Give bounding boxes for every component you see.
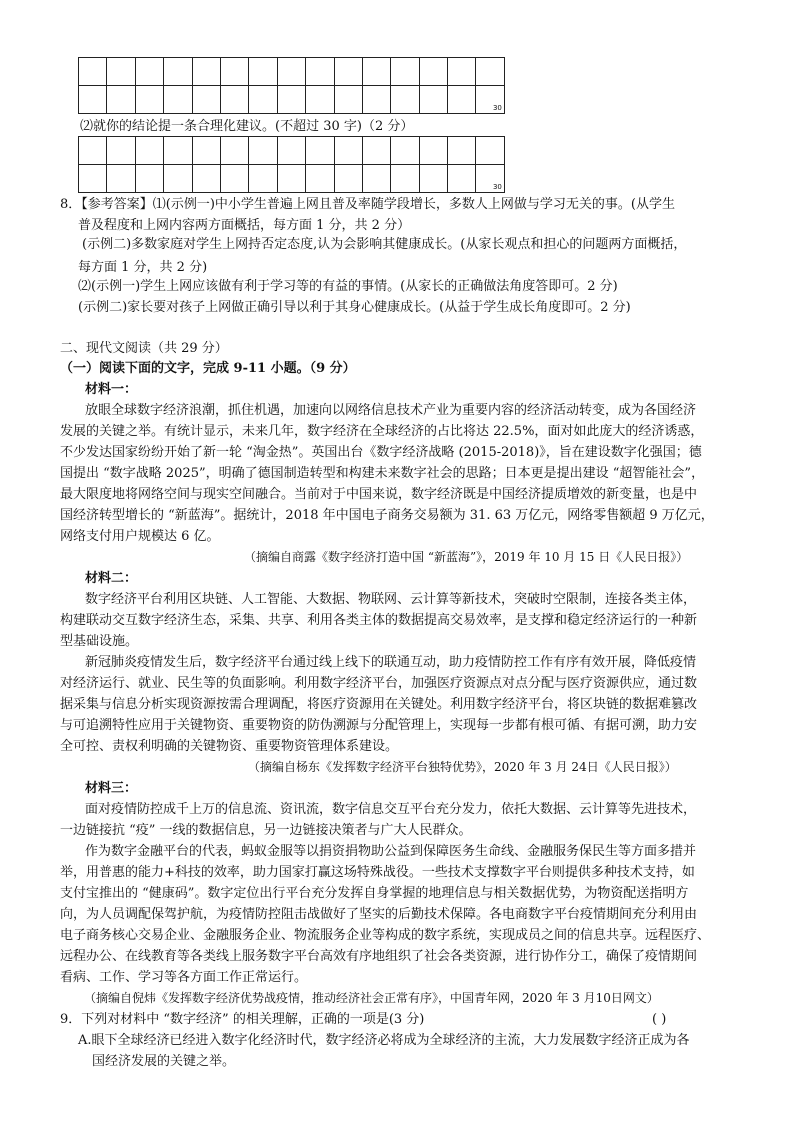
question-7-2-prompt: ⑵就你的结论提一条合理化建议。(不超过 30 字)（2 分） xyxy=(80,119,414,134)
grid-cell xyxy=(362,137,390,165)
question-9-option-a-line-1: A.眼下全球经济已经进入数字化经济时代，数字经济必将成为全球经济的主流，大力发展数字经济正成为各 xyxy=(78,1033,690,1048)
material-1-line-2: 发展的关键之举。有统计显示，未来几年，数字经济在全球经济的占比将达 22.5%，面对如此庞大的经济诱惑， xyxy=(60,424,704,439)
grid-cell xyxy=(249,86,277,114)
answer-8-line-5: ⑵(示例一)学生上网应该做有利于学习等的有益的事情。(从家长的正确做法角度答即可。2 分) xyxy=(78,279,618,294)
grid-cell xyxy=(135,86,163,114)
grid-cell xyxy=(306,165,334,193)
grid-cell xyxy=(164,165,192,193)
material-3-line-5: 支付宝推出的 “健康码”。数字定位出行平台充分发挥自身掌握的地理信息与相关数据优势，为物资配送指明方 xyxy=(60,886,689,901)
grid-cell xyxy=(334,86,362,114)
material-2-line-7: 与可追溯特性应用于关键物资、重要物资的防伪溯源与分配管理上，实现每一步都有根可循、有据可溯，助力安 xyxy=(60,718,698,733)
grid-cell xyxy=(277,165,305,193)
material-2-line-6: 据采集与信息分析实现资源按需合理调配，将医疗资源用在关键处。利用数字经济平台，将区块链的数据难篡改 xyxy=(60,697,698,712)
grid-cell xyxy=(391,165,419,193)
grid-cell xyxy=(249,137,277,165)
grid-cell xyxy=(419,137,447,165)
material-3-line-4: 举，用普惠的能力+科技的效率，助力国家打赢这场特殊战役。一些技术支撑数字平台则提供多种技术支持，如 xyxy=(60,865,695,880)
material-2-label: 材料二： xyxy=(85,571,138,586)
grid-cell xyxy=(306,137,334,165)
grid-cell xyxy=(192,86,220,114)
section-2-title: 二、现代文阅读（共 29 分） xyxy=(60,341,228,356)
grid-cell xyxy=(79,137,107,165)
material-2-line-3: 型基础设施。 xyxy=(60,634,139,649)
material-2-line-2: 构建联动交互数字经济生态，采集、共享、利用各类主体的数据提高交易效率，是支撑和稳定经济运行的一种新 xyxy=(60,613,698,628)
grid-cell xyxy=(362,86,390,114)
grid-row xyxy=(79,58,505,86)
material-2-line-5: 对经济运行、就业、民生等的负面影响。利用数字经济平台，加强医疗资源点对点分配与医疗资源供应，通过数 xyxy=(60,676,698,691)
grid-cell xyxy=(135,58,163,86)
grid-cell xyxy=(220,165,248,193)
grid-cell xyxy=(220,86,248,114)
grid-cell xyxy=(277,137,305,165)
grid-cell xyxy=(107,86,135,114)
grid-cell xyxy=(107,58,135,86)
material-3-line-8: 远程办公、在线教育等各类线上服务数字平台高效有序地组织了社会各类资源，进行协作分工，确保了疫情期间 xyxy=(60,949,698,964)
grid-cell xyxy=(192,137,220,165)
grid-cell xyxy=(79,58,107,86)
material-2-line-4: 新冠肺炎疫情发生后，数字经济平台通过线上线下的联通互动，助力疫情防控工作有序有效开展，降低疫情 xyxy=(85,655,697,670)
material-1-line-1: 放眼全球数字经济浪潮，抓住机遇，加速向以网络信息技术产业为重要内容的经济活动转变，成为各国经济 xyxy=(85,403,697,418)
grid-cell xyxy=(277,58,305,86)
grid-cell xyxy=(448,58,476,86)
grid-cell xyxy=(391,86,419,114)
grid-cell xyxy=(164,58,192,86)
question-9-answer-blank: ( ) xyxy=(652,1012,667,1027)
grid-cell xyxy=(362,165,390,193)
grid-cell xyxy=(306,86,334,114)
material-3-line-3: 作为数字金融平台的代表，蚂蚁金服等以捐资捐物助公益到保障医务生命线、金融服务保民生等方面多措并 xyxy=(85,844,697,859)
grid-cell xyxy=(220,58,248,86)
grid-cell xyxy=(135,165,163,193)
grid-cell xyxy=(391,137,419,165)
material-1-line-4: 国提出 “数字战略 2025”，明确了德国制造转型和构建未来数字社会的思路；日本更是提出建设 “超智能社会”， xyxy=(60,466,705,481)
grid-cell xyxy=(334,58,362,86)
material-1-source: （摘编自商露《数字经济打造中国 “新蓝海”》，2019 年 10 月 15 日《人民日报》） xyxy=(244,550,689,564)
grid-cell xyxy=(419,58,447,86)
grid-cell xyxy=(476,86,504,114)
grid-cell xyxy=(419,165,447,193)
answer-grid-1 xyxy=(78,57,505,114)
material-3-line-1: 面对疫情防控成千上万的信息流、资讯流，数字信息交互平台充分发力，依托大数据、云计算等先进技术， xyxy=(85,802,697,817)
grid-cell xyxy=(448,137,476,165)
grid-cell xyxy=(362,58,390,86)
material-1-label: 材料一： xyxy=(85,382,138,397)
question-9-stem: 9．下列对材料中 “数字经济” 的相关理解，正确的一项是(3 分) xyxy=(60,1012,425,1027)
grid-cell xyxy=(192,58,220,86)
grid-cell xyxy=(476,137,504,165)
grid-cell xyxy=(107,165,135,193)
material-2-line-1: 数字经济平台利用区块链、人工智能、大数据、物联网、云计算等新技术，突破时空限制，连接各类主体， xyxy=(85,592,697,607)
material-3-line-2: 一边链接抗 “疫” 一线的数据信息，另一边链接决策者与广大人民群众。 xyxy=(60,823,472,838)
grid-row xyxy=(79,137,505,165)
grid-cell xyxy=(476,165,504,193)
answer-8-line-4: 每方面 1 分，共 2 分) xyxy=(78,260,208,275)
grid-cell xyxy=(79,86,107,114)
answer-8-line-6: (示例二)家长要对孩子上网做正确引导以利于其身心健康成长。(从益于学生成长角度即可。2 分) xyxy=(78,300,631,315)
material-1-line-6: 国经济转型增长的 “新蓝海”。据统计，2018 年中国电子商务交易额为 31. 63 万亿元，网络零售额超 9 万亿元， xyxy=(60,508,714,523)
material-2-source: （摘编自杨东《发挥数字经济平台独特优势》，2020 年 3 月 24日《人民日报》） xyxy=(248,760,677,774)
material-3-source: （摘编自倪炜《发挥数字经济优势战疫情，推动经济社会正常有序》，中国青年网，2020 年 3 月10日网文） xyxy=(84,991,659,1005)
grid-cell xyxy=(220,137,248,165)
material-3-label: 材料三： xyxy=(85,781,138,796)
grid-cell xyxy=(306,58,334,86)
grid-cell xyxy=(249,58,277,86)
grid-cell xyxy=(334,137,362,165)
grid-row xyxy=(79,86,505,114)
grid-cell xyxy=(334,165,362,193)
grid-row xyxy=(79,165,505,193)
grid-cell xyxy=(419,86,447,114)
grid-cell xyxy=(448,165,476,193)
material-1-line-3: 不少发达国家纷纷开始了新一轮 “淘金热”。英国出台《数字经济战略 (2015-2018)》，旨在建设数字化强国；德 xyxy=(60,445,702,460)
material-1-line-5: 最大限度地将网络空间与现实空间融合。当前对于中国来说，数字经济既是中国经济提质增效的新变量，也是中 xyxy=(60,487,698,502)
question-9-option-a-line-2: 国经济发展的关键之举。 xyxy=(92,1054,236,1069)
answer-grid-2 xyxy=(78,136,505,193)
material-1-line-7: 网络支付用户规模达 6 亿。 xyxy=(60,529,220,544)
answer-8-line-1: 8．【参考答案】⑴(示例一)中小学生普遍上网且普及率随学段增长，多数人上网做与学习无关的事。(从学生 xyxy=(60,197,675,212)
answer-8-line-3: (示例二)多数家庭对学生上网持否定态度,认为会影响其健康成长。(从家长观点和担心的问题两方面概括， xyxy=(82,237,687,252)
grid-char-count: 30 xyxy=(492,104,502,112)
grid-cell xyxy=(391,58,419,86)
material-3-line-6: 向，为人员调配保驾护航，为疫情防控阻击战做好了坚实的后勤技术保障。各电商数字平台疫情期间充分利用由 xyxy=(60,907,698,922)
grid-cell xyxy=(476,58,504,86)
material-3-line-9: 看病、工作、学习等各方面工作正常运行。 xyxy=(60,970,308,985)
grid-cell xyxy=(164,137,192,165)
grid-cell xyxy=(164,86,192,114)
answer-8-line-2: 普及程度和上网内容两方面概括，每方面 1 分，共 2 分） xyxy=(78,218,411,233)
grid-cell xyxy=(135,137,163,165)
material-2-line-8: 全可控、责权利明确的关键物资、重要物资管理体系建设。 xyxy=(60,739,399,754)
material-3-line-7: 电子商务核心交易企业、金融服务企业、物流服务企业等构成的数字系统，实现成员之间的信息共享。远程医疗、 xyxy=(60,928,711,943)
grid-cell xyxy=(277,86,305,114)
part-1-title: （一）阅读下面的文字，完成 9-11 小题。（9 分） xyxy=(60,361,356,376)
grid-cell xyxy=(79,165,107,193)
grid-cell xyxy=(192,165,220,193)
grid-cell xyxy=(448,86,476,114)
grid-cell xyxy=(249,165,277,193)
grid-cell xyxy=(107,137,135,165)
grid-char-count: 30 xyxy=(492,183,502,191)
